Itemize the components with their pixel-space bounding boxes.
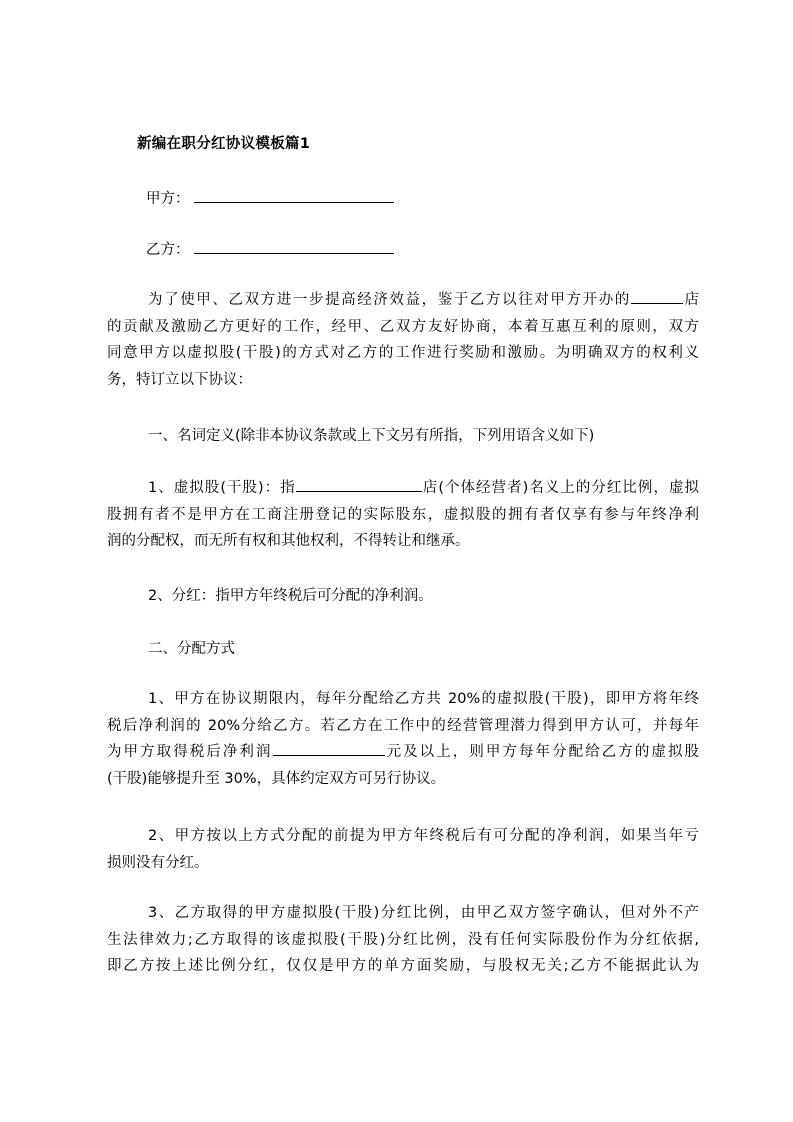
intro-line: 同意甲方以虚拟股(干股)的方式对乙方的工作进行奖励和激励。为明确双方的权利义 <box>107 345 699 361</box>
distribution-line: 即乙方按上述比例分红，仅仅是甲方的单方面奖励，与股权无关;乙方不能据此认为 <box>107 958 699 974</box>
party-a-field <box>146 187 394 208</box>
intro-text: 店 <box>682 292 699 308</box>
intro-paragraph <box>107 287 699 393</box>
party-b-field <box>146 238 394 259</box>
distribution-1-paragraph <box>107 686 699 792</box>
definition-1-paragraph <box>107 475 699 555</box>
party-a-blank <box>194 188 394 203</box>
distribution-2-paragraph <box>107 823 699 876</box>
distribution-line: 2、甲方按以上方式分配的前提为甲方年终税后有可分配的净利润，如果当年亏 <box>148 828 699 844</box>
definition-text: 1、虚拟股(干股)：指 <box>148 480 296 496</box>
distribution-line: 生法律效力;乙方取得的该虚拟股(干股)分红比例，没有任何实际股份作为分红依据, <box>107 931 699 948</box>
definition-2: 2、分红：指甲方年终税后可分配的净利润。 <box>148 588 433 604</box>
distribution-line: 3、乙方取得的甲方虚拟股(干股)分红比例，由甲乙双方签字确认，但对外不产 <box>148 905 699 921</box>
shop-name-blank <box>296 478 422 492</box>
party-a-label: 甲方： <box>146 191 190 207</box>
distribution-line: 税后净利润的 20%分给乙方。若乙方在工作中的经营管理潜力得到甲方认可，并每年 <box>107 717 699 734</box>
definition-line <box>107 475 699 502</box>
section-2-heading: 二、分配方式 <box>148 641 235 657</box>
party-b-blank <box>194 239 394 254</box>
intro-line: 务，特订立以下协议： <box>107 371 252 388</box>
definition-line: 润的分配权，而无所有权和其他权利，不得转让和继承。 <box>107 533 470 549</box>
distribution-line <box>107 739 699 766</box>
distribution-text: 为甲方取得税后净利润 <box>107 744 273 760</box>
distribution-line: 损则没有分红。 <box>107 854 209 871</box>
distribution-line: 1、甲方在协议期限内，每年分配给乙方共 20%的虚拟股(干股)，即甲方将年终 <box>148 691 699 707</box>
document-title: 新编在职分红协议模板篇1 <box>137 136 311 152</box>
section-1-heading: 一、名词定义(除非本协议条款或上下文另有所指，下列用语含义如下) <box>148 428 595 444</box>
definition-text: 店(个体经营者)名义上的分红比例，虚拟 <box>421 480 699 496</box>
distribution-3-paragraph <box>107 900 699 980</box>
intro-text: 为了使甲、乙双方进一步提高经济效益，鉴于乙方以往对甲方开办的 <box>148 292 631 308</box>
profit-amount-blank <box>273 742 385 756</box>
distribution-text: 元及以上，则甲方每年分配给乙方的虚拟股 <box>384 744 699 760</box>
definition-line: 股拥有者不是甲方在工商注册登记的实际股东，虚拟股的拥有者仅享有参与年终净利 <box>107 506 699 523</box>
intro-line <box>107 287 699 314</box>
intro-line: 的贡献及激励乙方更好的工作，经甲、乙双方友好协商，本着互惠互利的原则，双方 <box>107 318 699 335</box>
distribution-line: (干股)能够提升至 30%，具体约定双方可另行协议。 <box>107 770 446 787</box>
shop-name-blank <box>631 290 683 304</box>
party-b-label: 乙方： <box>146 242 190 258</box>
